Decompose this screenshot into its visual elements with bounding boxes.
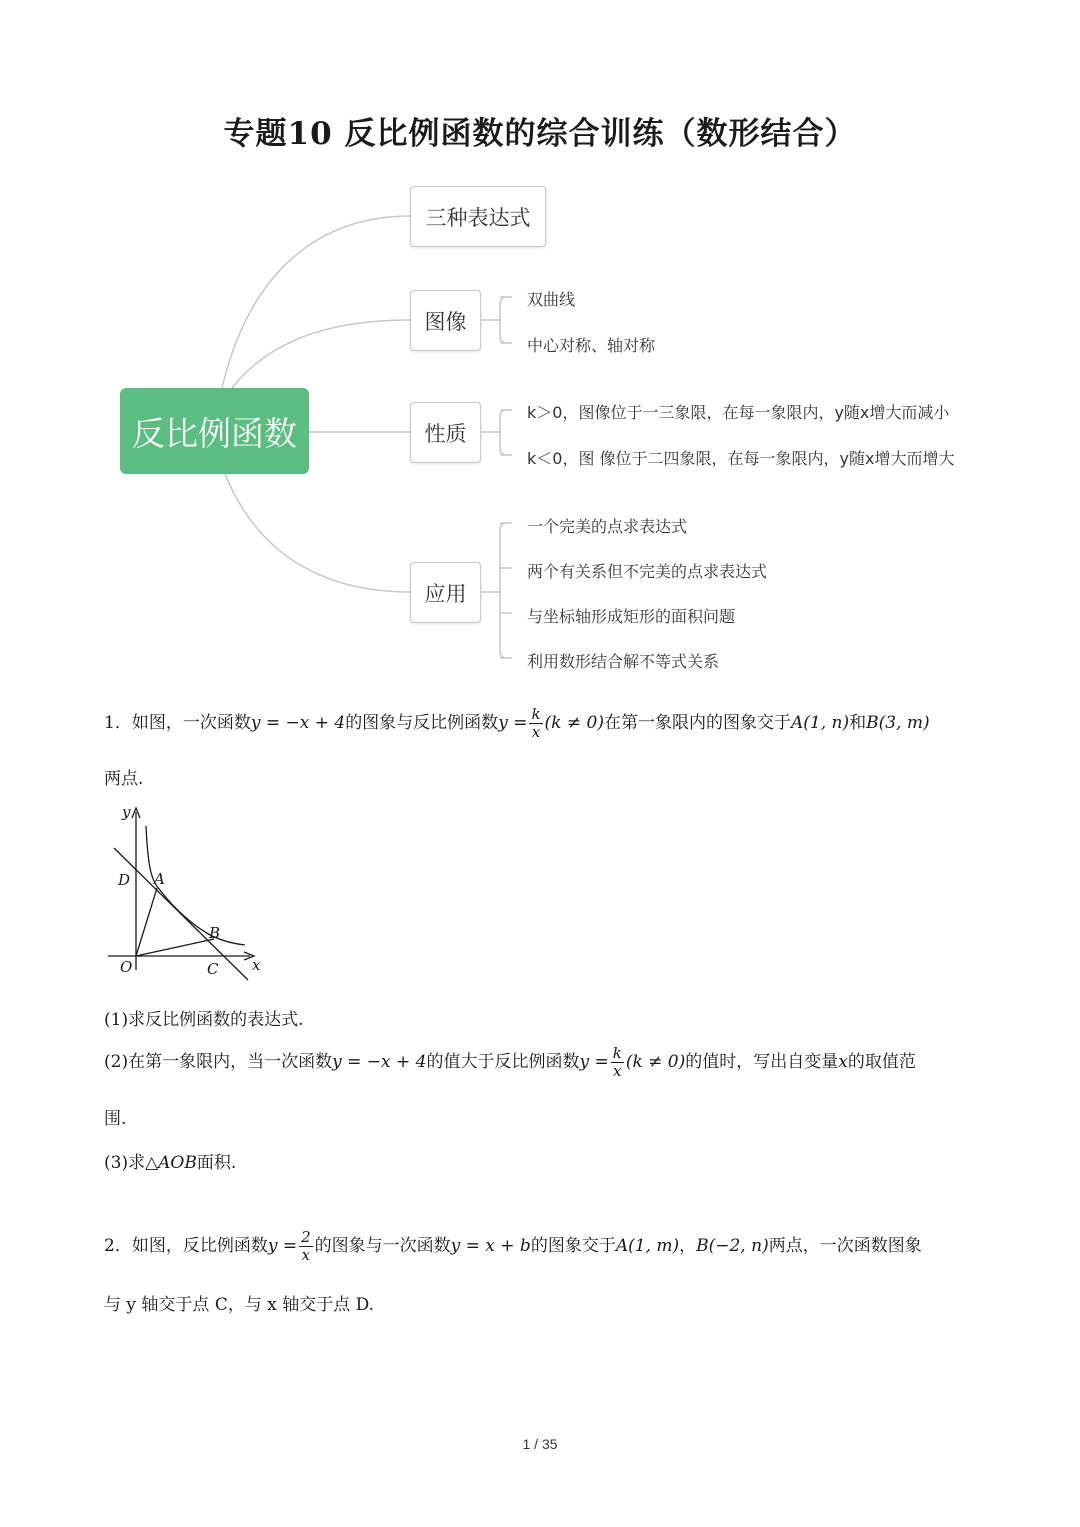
bracket-graph bbox=[481, 297, 512, 343]
connector-root-application bbox=[225, 474, 410, 592]
fraction-k-over-x: $\frac{k}{x}$ bbox=[531, 705, 541, 741]
branch-expressions: 三种表达式 bbox=[410, 186, 546, 247]
segment-OB bbox=[136, 939, 214, 956]
label-A: A bbox=[154, 870, 165, 888]
branch-graph: 图像 bbox=[410, 290, 481, 351]
leaf-app-1: 一个完美的点求表达式 bbox=[527, 517, 688, 536]
label-D: D bbox=[118, 871, 131, 889]
leaf-k-negative: k＜0，图 像位于二四象限，在每一象限内，y随x增大而增大 bbox=[527, 449, 955, 468]
problem1-figure bbox=[100, 800, 270, 985]
page-number: 1 / 35 bbox=[522, 1436, 558, 1452]
fraction-2-over-x: $\frac{2}{x}$ bbox=[301, 1228, 311, 1264]
leaf-app-3: 与坐标轴形成矩形的面积问题 bbox=[527, 607, 736, 626]
connector-root-graph bbox=[232, 320, 410, 388]
label-B: B bbox=[209, 924, 221, 942]
segment-OA bbox=[136, 888, 157, 956]
problem1-statement-cont: 两点. bbox=[104, 769, 144, 789]
branch-properties: 性质 bbox=[410, 402, 481, 463]
leaf-app-4: 利用数形结合解不等式关系 bbox=[527, 652, 720, 671]
problem1-question2: (2)在第一象限内，当一次函数y = −x + 4的值大于反比例函数y = $\frac{k}{x}$ (k ≠ 0)的值时，写出自变量x的取值范 bbox=[104, 1044, 916, 1080]
fraction-k-over-x-q2: $\frac{k}{x}$ bbox=[612, 1044, 622, 1080]
label-x: x bbox=[252, 956, 261, 974]
problem1-question1: (1)求反比例函数的表达式. bbox=[104, 1010, 304, 1030]
mindmap-root: 反比例函数 bbox=[120, 388, 309, 474]
bracket-properties bbox=[481, 410, 512, 455]
problem1-question3: (3)求△AOB面积. bbox=[104, 1153, 237, 1173]
page-title: 专题10 反比例函数的综合训练（数形结合） bbox=[223, 116, 857, 152]
label-C: C bbox=[207, 960, 219, 978]
label-O: O bbox=[120, 958, 133, 976]
problem2-statement: 2．如图，反比例函数y = $\frac{2}{x}$ 的图象与一次函数y = x + b的图象交于A(1, m)，B(−2, n)两点，一次函数图象 bbox=[104, 1228, 922, 1264]
bracket-application bbox=[481, 523, 512, 658]
label-y: y bbox=[122, 803, 131, 821]
problem1-question2-cont: 围. bbox=[104, 1109, 127, 1129]
connector-root-expressions bbox=[222, 216, 410, 388]
leaf-k-positive: k＞0，图像位于一三象限，在每一象限内，y随x增大而减小 bbox=[527, 403, 950, 422]
leaf-app-2: 两个有关系但不完美的点求表达式 bbox=[527, 562, 768, 581]
problem1-statement: 1．如图，一次函数y = −x + 4的图象与反比例函数y = $\frac{k}{x}$ (k ≠ 0)在第一象限内的图象交于A(1, n)和B(3, m) bbox=[104, 705, 930, 741]
branch-application: 应用 bbox=[410, 562, 481, 623]
leaf-symmetry: 中心对称、轴对称 bbox=[527, 336, 656, 355]
leaf-hyperbola: 双曲线 bbox=[527, 290, 576, 309]
problem2-statement-cont: 与 y 轴交于点 C，与 x 轴交于点 D. bbox=[104, 1295, 375, 1315]
